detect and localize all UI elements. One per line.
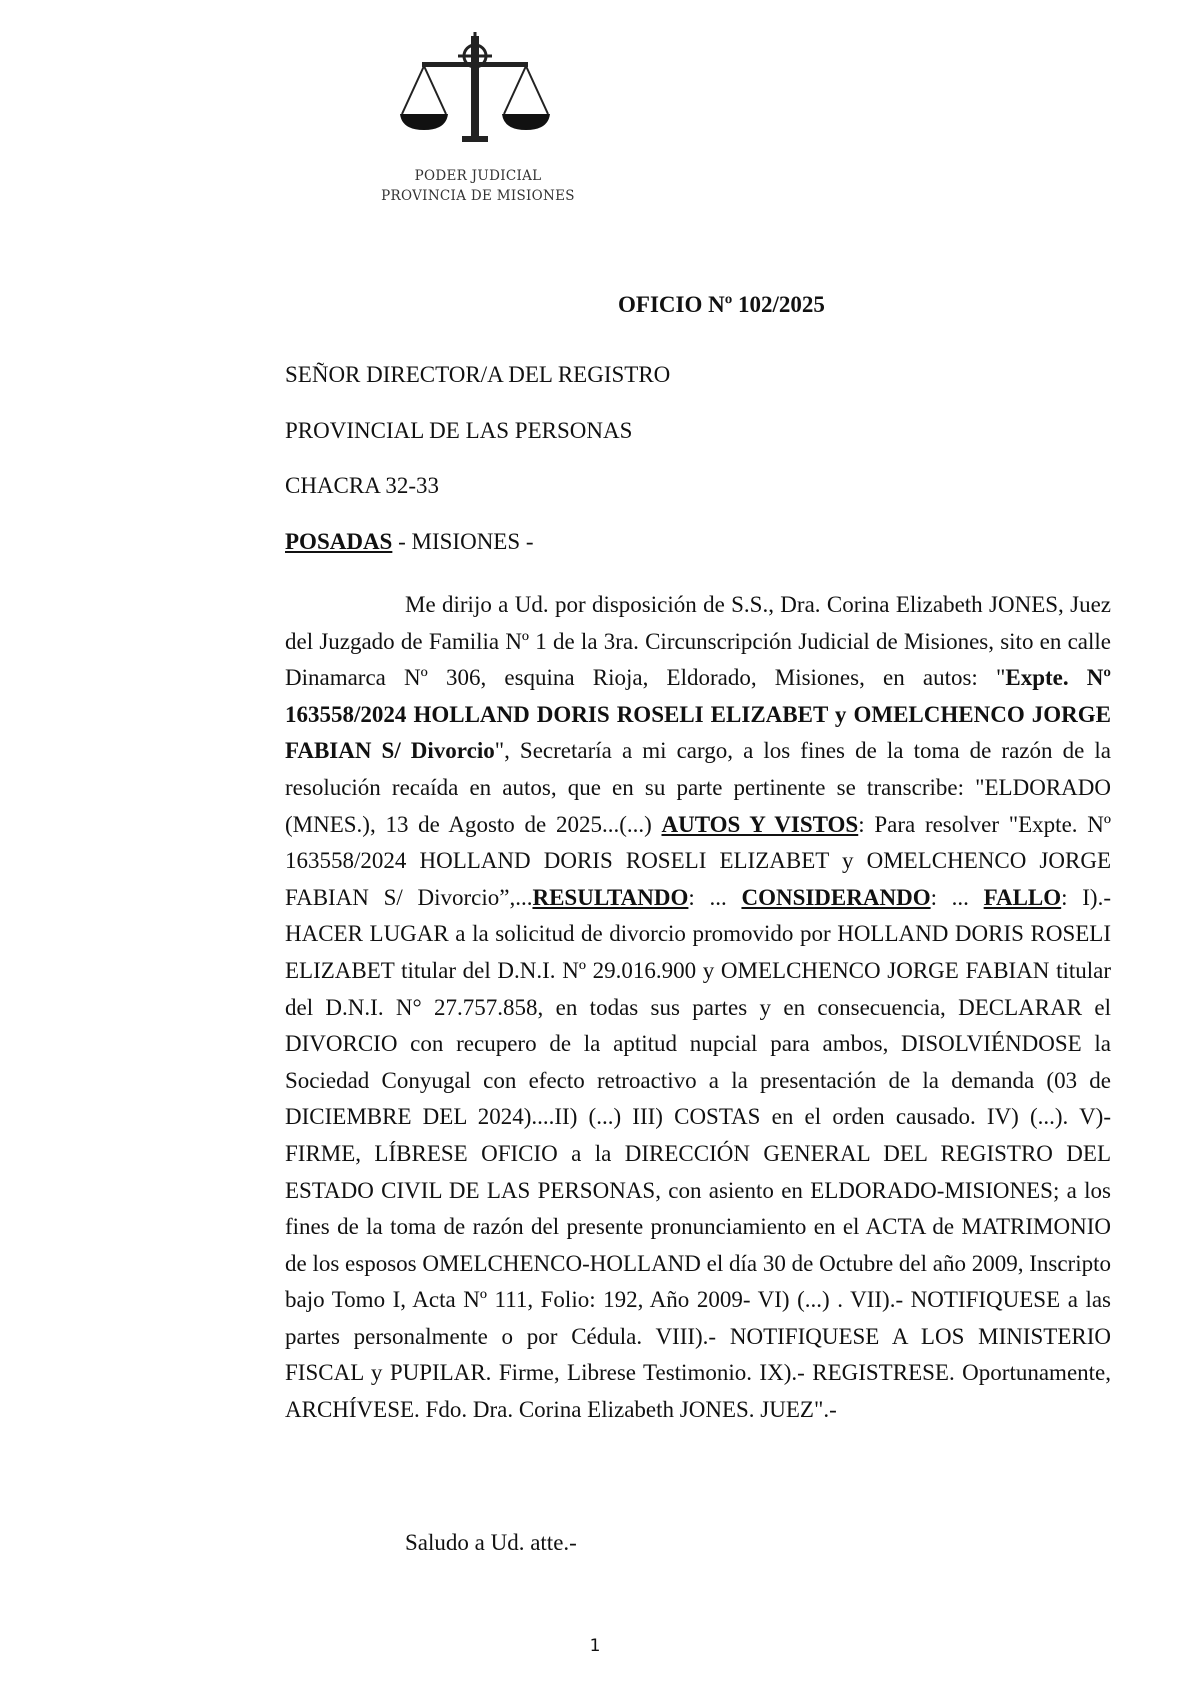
case-title: Expte. Nº 163558/2024 HOLLAND DORIS ROSELI ELIZABET y OMELCHENCO JORGE FABIAN S/ Divorcio (285, 665, 1111, 764)
body-paragraph (285, 587, 1111, 1429)
scales-of-justice-icon (400, 28, 556, 160)
page-number: 1 (589, 1636, 601, 1656)
address-city: POSADAS (285, 529, 393, 554)
address-line-2: PROVINCIAL DE LAS PERSONAS (285, 418, 633, 443)
autos-y-vistos-heading: AUTOS Y VISTOS (661, 811, 859, 837)
fallo-heading: FALLO (983, 884, 1062, 910)
address-line-1: SEÑOR DIRECTOR/A DEL REGISTRO (285, 362, 671, 387)
oficio-title: OFICIO Nº 102/2025 (618, 292, 825, 317)
address-province: - MISIONES - (392, 529, 534, 554)
poder-judicial-crest (378, 28, 578, 208)
resultando-heading: RESULTANDO (532, 884, 689, 910)
body-text-1: Me dirijo a Ud. por disposición de S.S., Dra. Corina Elizabeth JONES, Juez del Juzgado de Familia Nº 1 de la 3ra. Circunscripción Judicial de Misiones, sito en calle Dinamarca Nº 306, esquina Rioja, Eldorado, Misiones, en autos: " (285, 592, 1111, 691)
oficio-body (285, 587, 1111, 1429)
body-text-2: ", Secretaría a mi cargo, a los fines de la toma de razón de la resolución recaída en autos, que en su parte pertinente se transcribe: "ELDORADO (MNES.), 13 de Agosto de 2025...(...) (285, 738, 1111, 837)
body-text-6: : I).- HACER LUGAR a la solicitud de divorcio promovido por HOLLAND DORIS ROSELI ELIZABET titular del D.N.I. Nº 29.016.900 y OMELCHENCO JORGE FABIAN titular del D.N.I. N° 27.757.858, en todas sus partes y en consecuencia, DECLARAR el DIVORCIO con recupero de la aptitud nupcial para ambos, DISOLVIÉNDOSE la Sociedad Conyugal con efecto retroactivo a la presentación de la demanda (03 de DICIEMBRE DEL 2024)....II) (...) III) COSTAS en el orden causado. IV) (...). V)- FIRME, LÍBRESE OFICIO a la DIRECCIÓN GENERAL DEL REGISTRO DEL ESTADO CIVIL DE LAS PERSONAS, con asiento en ELDORADO-MISIONES; a los fines de la toma de razón del presente pronunciamiento en el ACTA de MATRIMONIO de los esposos OMELCHENCO-HOLLAND el día 30 de Octubre del año 2009, Inscripto bajo Tomo I, Acta Nº 111, Folio: 192, Año 2009- VI) (...) . VII).- NOTIFIQUESE a las partes personalmente o por Cédula. VIII).- NOTIFIQUESE A LOS MINISTERIO FISCAL y PUPILAR. Firme, Librese Testimonio. IX).- REGISTRESE. Oportunamente, ARCHÍVESE. Fdo. Dra. Corina Elizabeth JONES. JUEZ".- (285, 884, 1111, 1423)
body-text-5: : ... (930, 884, 984, 910)
body-text-4: : ... (688, 884, 742, 910)
address-city-line (285, 529, 534, 555)
crest-text-line-1: PODER JUDICIAL (414, 168, 542, 184)
body-text-3: : Para resolver "Expte. Nº 163558/2024 HOLLAND DORIS ROSELI ELIZABET y OMELCHENCO JORGE FABIAN S/ Divorcio”,... (285, 811, 1111, 910)
crest-text-line-2: PROVINCIA DE MISIONES (381, 188, 575, 204)
closing-salutation: Saludo a Ud. atte.- (405, 1530, 577, 1555)
considerando-heading: CONSIDERANDO (741, 884, 931, 910)
address-line-3: CHACRA 32-33 (285, 473, 439, 498)
